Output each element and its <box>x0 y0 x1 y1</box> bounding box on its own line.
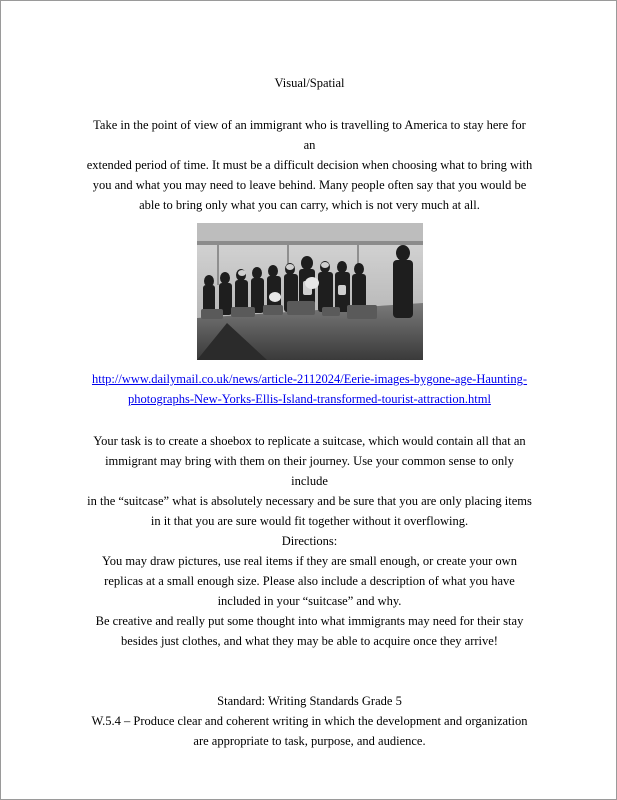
task-line: in the “suitcase” what is absolutely necessary and be sure that you are only placing items <box>87 494 532 508</box>
directions-line: besides just clothes, and what they may be able to acquire once they arrive! <box>121 634 498 648</box>
standard-paragraph <box>86 711 533 751</box>
directions-line: You may draw pictures, use real items if they are small enough, or create your own <box>102 554 517 568</box>
document-body <box>86 73 533 751</box>
task-line: Your task is to create a shoebox to replicate a suitcase, which would contain all that an <box>93 434 526 448</box>
document-title: Visual/Spatial <box>274 76 345 90</box>
intro-line: able to bring only what you can carry, which is not very much at all. <box>139 198 480 212</box>
immigrants-photo-image <box>197 223 423 360</box>
standard-line: are appropriate to task, purpose, and audience. <box>193 734 426 748</box>
intro-line: you and what you may need to leave behind. Many people often say that you would be <box>92 178 527 192</box>
directions-paragraph <box>86 551 533 651</box>
task-line: immigrant may bring with them on their journey. Use your common sense to only include <box>105 454 514 488</box>
directions-line: Be creative and really put some thought into what immigrants may need for their stay <box>95 614 524 628</box>
directions-line: included in your “suitcase” and why. <box>217 594 402 608</box>
intro-line: extended period of time. It must be a difficult decision when choosing what to bring with <box>86 158 533 172</box>
intro-line: Take in the point of view of an immigrant who is travelling to America to stay here for an <box>93 118 526 152</box>
source-link-line[interactable]: photographs-New-Yorks-Ellis-Island-transformed-tourist-attraction.html <box>128 392 491 406</box>
directions-line: replicas at a small enough size. Please also include a description of what you have <box>104 574 515 588</box>
task-line: in it that you are sure would fit together without it overflowing. <box>150 514 469 528</box>
immigrants-photo <box>197 223 423 360</box>
standard-line: W.5.4 – Produce clear and coherent writing in which the development and organization <box>91 714 528 728</box>
directions-heading: Directions: <box>281 534 338 548</box>
source-link-block <box>86 369 533 409</box>
task-paragraph <box>86 431 533 531</box>
source-link-line[interactable]: http://www.dailymail.co.uk/news/article-2112024/Eerie-images-bygone-age-Haunting- <box>91 372 528 386</box>
standard-heading: Standard: Writing Standards Grade 5 <box>217 694 402 708</box>
intro-paragraph <box>86 115 533 215</box>
